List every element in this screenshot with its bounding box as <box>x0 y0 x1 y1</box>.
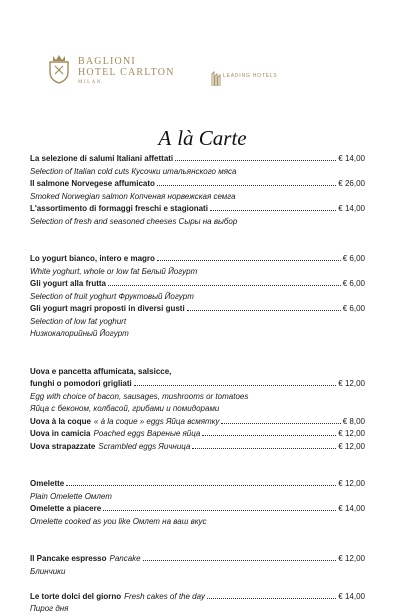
menu-item-pancake <box>30 553 365 566</box>
dot-leader <box>66 484 336 486</box>
item-name: Il Pancake espresso <box>30 554 107 563</box>
section-spacer <box>30 453 365 478</box>
item-name: Il salmone Norvegese affumicato <box>30 179 155 188</box>
item-price: € 12,00 <box>338 554 365 563</box>
item-price: € 6,00 <box>342 279 365 288</box>
item-name: Le torte dolci del giorno <box>30 591 122 601</box>
item-description: Selection of low fat yoghurt <box>30 316 127 326</box>
hotel-crest-icon <box>47 54 71 84</box>
page-title <box>0 126 405 151</box>
leading-hotels-icon <box>211 71 221 87</box>
menu-item-yogurt-magri <box>30 303 365 316</box>
dot-leader <box>103 509 336 511</box>
item-translation: Poached eggs Вареные яйца <box>93 429 201 438</box>
menu-item-yogurt-frutta <box>30 278 365 291</box>
menu-item-uova-camicia <box>30 428 365 441</box>
item-description: Plain Omelette Омлет <box>30 491 112 501</box>
dot-leader <box>202 434 336 436</box>
item-description: Selection of Italian cold cuts Кусочки итальянского мяса <box>30 166 237 176</box>
dot-leader <box>157 259 341 261</box>
dot-leader <box>192 447 336 449</box>
item-name: La selezione di salumi Italiani affettati <box>30 154 174 163</box>
item-description: Egg with choice of bacon, sausages, mushrooms or tomatoes <box>30 391 249 401</box>
item-price: € 8,00 <box>342 416 365 426</box>
item-translation: Scrambled eggs Яичница <box>98 441 191 451</box>
item-price: € 14,00 <box>338 154 365 163</box>
brand-name <box>78 56 175 87</box>
item-name: Omelette a piacere <box>30 504 102 513</box>
header <box>0 0 405 100</box>
dot-leader <box>221 422 340 424</box>
item-price: € 12,00 <box>338 379 365 388</box>
item-name: Lo yogurt bianco, intero e magro <box>30 254 155 263</box>
menu-item-yogurt-bianco <box>30 253 365 266</box>
section-spacer <box>30 341 365 366</box>
section-spacer <box>30 578 365 591</box>
section-spacer <box>30 528 365 553</box>
item-description: Блинчики <box>30 566 66 576</box>
menu-item-omelette-piacere <box>30 503 365 516</box>
item-price: € 6,00 <box>342 254 365 263</box>
item-name: L'assortimento di formaggi freschi e stagionati <box>30 204 208 213</box>
item-name: Omelette <box>30 479 65 488</box>
item-price: € 12,00 <box>338 479 365 488</box>
dot-leader <box>207 597 336 599</box>
dot-leader <box>210 209 336 211</box>
menu-item-formaggi <box>30 203 365 216</box>
item-description: White yoghurt, whole or low fat Белый Йогурт <box>30 266 198 276</box>
item-price: € 14,00 <box>338 591 365 601</box>
item-name: Gli yogurt alla frutta <box>30 279 107 288</box>
title-word-1: A <box>158 126 172 150</box>
item-translation: Fresh cakes of the day <box>124 591 206 601</box>
menu-item-salmone <box>30 178 365 191</box>
title-word-2: là Carte <box>177 126 247 150</box>
menu-item-uova-coque <box>30 416 365 429</box>
section-spacer <box>30 228 365 253</box>
item-translation: « à la coque » eggs Яйца всмятку <box>93 416 220 426</box>
item-price: € 12,00 <box>338 429 365 438</box>
menu-list <box>30 153 365 616</box>
item-price: € 14,00 <box>338 504 365 513</box>
item-name: funghi o pomodori grigliati <box>30 379 132 388</box>
menu-item-uova-strapazzate <box>30 441 365 454</box>
dot-leader <box>108 284 341 286</box>
leading-hotels-text: LEADING HOTELS <box>223 73 278 79</box>
item-name: Uova strapazzate <box>30 441 96 451</box>
item-name: Gli yogurt magri proposti in diversi gusti <box>30 304 185 313</box>
item-description: Selection of fresh and seasoned cheeses Сыры на выбор <box>30 216 238 226</box>
item-translation: Pancake <box>109 554 141 563</box>
item-price: € 14,00 <box>338 204 365 213</box>
dot-leader <box>134 384 337 386</box>
item-description: Smoked Norwegian salmon Копченая норвежская семга <box>30 191 236 201</box>
dot-leader <box>157 184 336 186</box>
item-description: Низкокалорийный Йогурт <box>30 329 129 338</box>
item-price: € 12,00 <box>338 441 365 451</box>
item-name: Uova in camicia <box>30 429 91 438</box>
dot-leader <box>143 559 337 561</box>
item-name: Uova e pancetta affumicata, salsicce, <box>30 366 172 376</box>
brand-city: MILAN <box>78 80 102 85</box>
item-description: Пирог дня <box>30 604 69 613</box>
item-name: Uova à la coque <box>30 416 91 426</box>
menu-item-uova-pancetta <box>30 378 365 391</box>
menu-item-salumi <box>30 153 365 166</box>
item-description: Omelette cooked as you like Омлет на ваш вкус <box>30 516 207 526</box>
dot-leader <box>175 159 336 161</box>
item-price: € 26,00 <box>338 179 365 188</box>
menu-item-omelette <box>30 478 365 491</box>
brand-line-1: BAGLIONI <box>78 56 136 67</box>
dot-leader <box>187 309 341 311</box>
item-description: Яйца с беконом, колбасой, грибами и помидорами <box>30 404 220 413</box>
item-price: € 6,00 <box>342 304 365 313</box>
menu-item-torte <box>30 591 365 604</box>
brand-line-2: HOTEL CARLTON <box>78 67 175 78</box>
item-description: Selection of fruit yoghurt Фруктовый Йогурт <box>30 291 194 301</box>
